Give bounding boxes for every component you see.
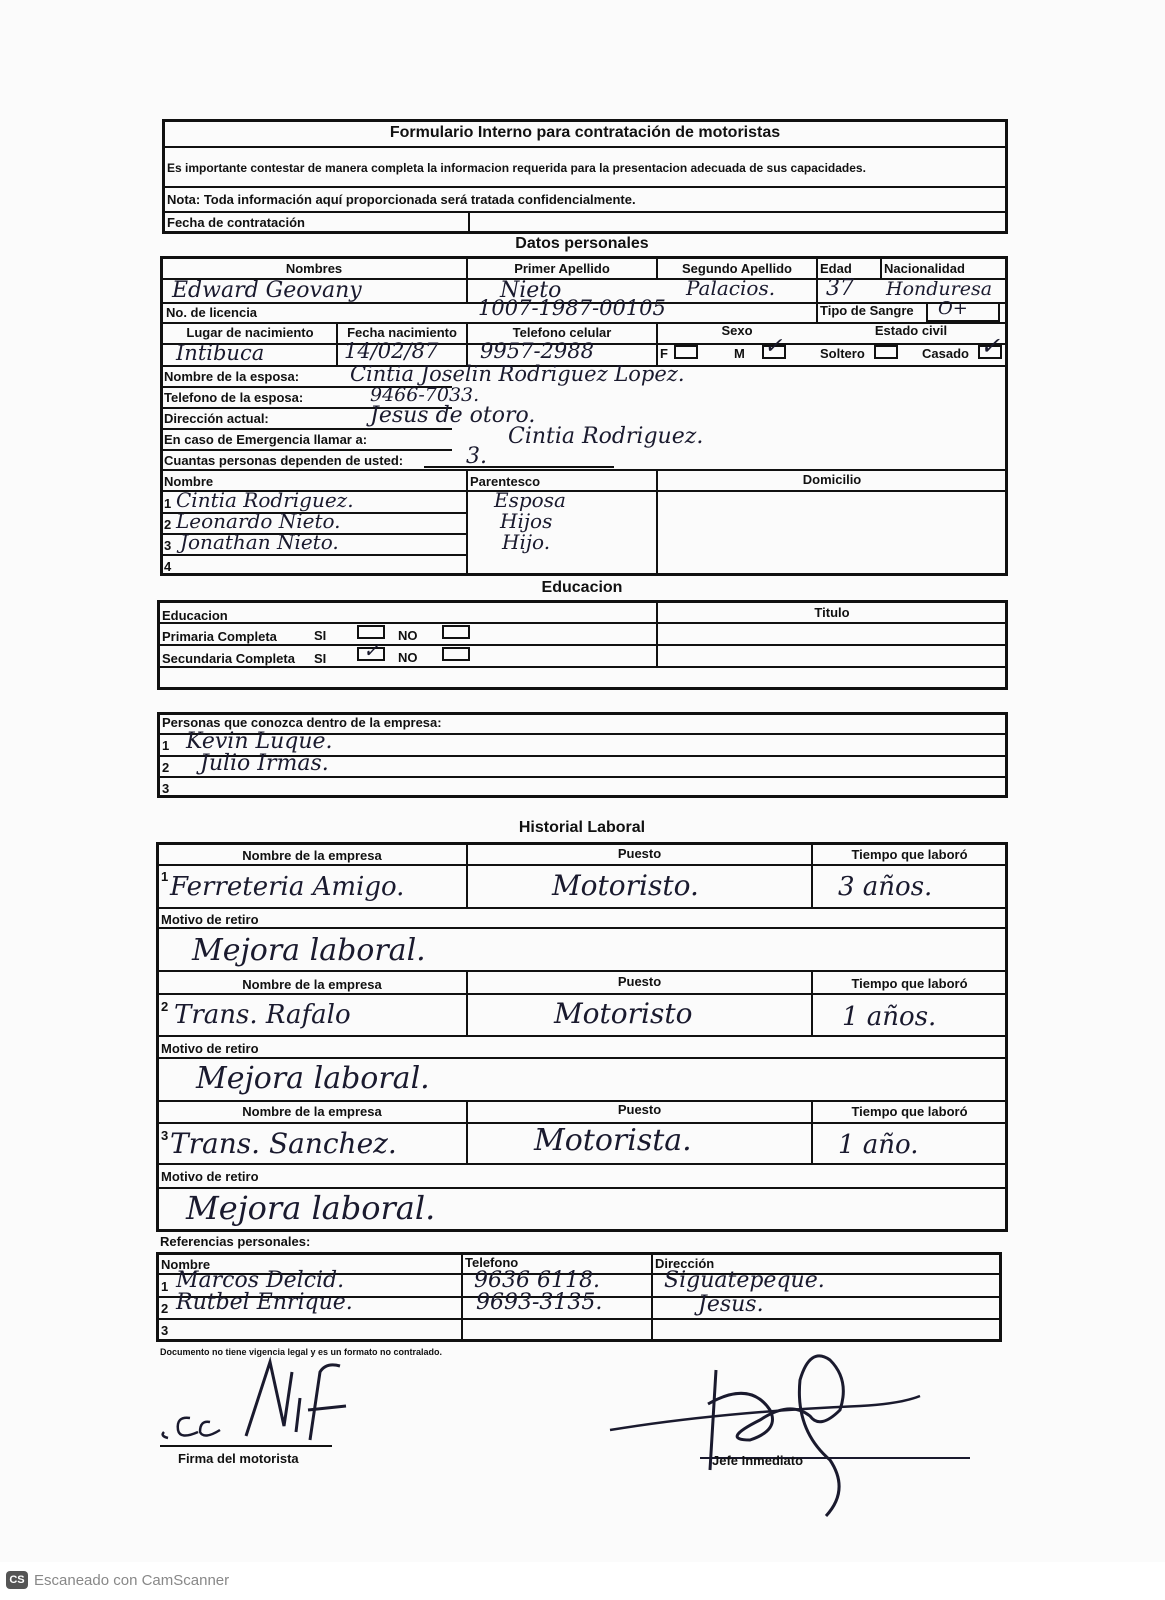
label-nacionalidad: Nacionalidad bbox=[884, 261, 965, 276]
label-tiempo: Tiempo que laboró bbox=[851, 976, 968, 991]
ref-number: 1 bbox=[161, 1279, 169, 1294]
label-secundaria-si: SI bbox=[314, 651, 327, 666]
label-secundaria-no: NO bbox=[398, 650, 418, 665]
label-sexo-f: F bbox=[660, 346, 668, 361]
camscanner-logo-icon: CS bbox=[6, 1571, 28, 1589]
ref-number: 2 bbox=[161, 1301, 169, 1316]
label-sexo: Sexo bbox=[721, 323, 753, 338]
label-emergencia: En caso de Emergencia llamar a: bbox=[164, 432, 368, 447]
label-ref-nombre: Nombre bbox=[161, 1257, 211, 1272]
job-tiempo: 1 año. bbox=[838, 1130, 919, 1160]
label-motivo: Motivo de retiro bbox=[161, 1169, 259, 1184]
check-mark-icon: ✓ bbox=[363, 638, 380, 662]
label-direccion-actual: Dirección actual: bbox=[164, 411, 269, 426]
job-empresa: Ferreteria Amigo. bbox=[170, 872, 405, 902]
disclaimer: Documento no tiene vigencia legal y es un formato no contralado. bbox=[160, 1347, 443, 1357]
label-primer-apellido: Primer Apellido bbox=[514, 261, 610, 276]
value-telefono-esposa: 9466-7033. bbox=[370, 384, 480, 406]
conocido-nombre: Kevin Luque. bbox=[186, 729, 333, 754]
value-tipo-sangre: O+ bbox=[938, 298, 968, 319]
job-motivo: Mejora laboral. bbox=[196, 1061, 430, 1096]
label-tiempo: Tiempo que laboró bbox=[851, 847, 968, 862]
conocido-number: 2 bbox=[162, 760, 170, 775]
label-firma-motorista: Firma del motorista bbox=[178, 1451, 299, 1466]
label-secundaria: Secundaria Completa bbox=[162, 651, 295, 666]
label-primaria-no: NO bbox=[398, 628, 418, 643]
label-puesto: Puesto bbox=[617, 846, 662, 861]
job-puesto: Motoristo bbox=[554, 997, 693, 1030]
label-puesto: Puesto bbox=[617, 1102, 662, 1117]
label-tipo-sangre: Tipo de Sangre bbox=[820, 303, 914, 318]
job-number: 2 bbox=[161, 999, 169, 1014]
value-dependientes-count: 3. bbox=[466, 444, 487, 469]
label-segundo-apellido: Segundo Apellido bbox=[681, 261, 792, 276]
education-section-title: Educacion bbox=[541, 579, 623, 596]
job-puesto: Motoristo. bbox=[552, 869, 699, 902]
label-fecha-nacimiento: Fecha nacimiento bbox=[347, 325, 457, 340]
personal-section-title: Datos personales bbox=[515, 235, 649, 252]
label-soltero: Soltero bbox=[820, 346, 865, 361]
job-tiempo: 1 años. bbox=[842, 1002, 937, 1032]
value-segundo-apellido: Palacios. bbox=[686, 276, 776, 300]
label-educacion: Educacion bbox=[162, 608, 228, 623]
ref-direccion: Jesus. bbox=[698, 1292, 764, 1317]
dep-row-parentesco: Esposa bbox=[494, 488, 566, 512]
label-motivo: Motivo de retiro bbox=[161, 1041, 259, 1056]
label-telefono-esposa: Telefono de la esposa: bbox=[164, 390, 304, 405]
label-lugar-nacimiento: Lugar de nacimiento bbox=[186, 325, 314, 340]
check-mark-icon: ✓ bbox=[764, 334, 783, 359]
label-dep-domicilio: Domicilio bbox=[802, 472, 862, 487]
dep-row-parentesco: Hijo. bbox=[502, 530, 551, 554]
watermark-text: Escaneado con CamScanner bbox=[34, 1572, 230, 1589]
value-primer-apellido: Nieto bbox=[500, 278, 562, 303]
label-primaria-si: SI bbox=[314, 628, 327, 643]
intro-text: Es importante contestar de manera completa la informacion requerida para la presentacion adecuada de sus capacidades. bbox=[167, 161, 866, 175]
dep-row-number: 4 bbox=[164, 559, 172, 574]
label-motivo: Motivo de retiro bbox=[161, 912, 259, 927]
label-conocidos: Personas que conozca dentro de la empresa: bbox=[162, 715, 442, 730]
ref-telefono: 9636 6118. bbox=[474, 1268, 600, 1293]
label-titulo: Titulo bbox=[814, 605, 850, 620]
checkbox-secundaria-no[interactable] bbox=[442, 647, 470, 661]
value-licencia: 1007-1987-00105 bbox=[478, 296, 666, 320]
ref-number: 3 bbox=[161, 1323, 169, 1338]
label-jefe-inmediato: Jefe Inmediato bbox=[712, 1453, 804, 1468]
ref-nombre: Marcos Delcid. bbox=[176, 1268, 345, 1293]
value-fecha-nacimiento: 14/02/87 bbox=[344, 339, 439, 363]
dep-row-number: 1 bbox=[164, 496, 172, 511]
hire-date-label: Fecha de contratación bbox=[167, 215, 305, 230]
conocido-number: 1 bbox=[162, 738, 170, 753]
value-emergencia: Cintia Rodriguez. bbox=[508, 424, 704, 449]
job-tiempo: 3 años. bbox=[838, 872, 933, 902]
dep-row-number: 3 bbox=[164, 538, 172, 553]
label-nombres: Nombres bbox=[285, 261, 343, 276]
dep-row-nombre: Leonardo Nieto. bbox=[176, 509, 341, 533]
label-dep-nombre: Nombre bbox=[164, 474, 214, 489]
value-lugar-nacimiento: Intibuca bbox=[176, 341, 265, 365]
job-number: 3 bbox=[161, 1128, 169, 1143]
label-tiempo: Tiempo que laboró bbox=[851, 1104, 968, 1119]
value-telefono-celular: 9957-2988 bbox=[480, 339, 594, 363]
label-licencia: No. de licencia bbox=[166, 305, 258, 320]
checkbox-primaria-no[interactable] bbox=[442, 625, 470, 639]
job-motivo: Mejora laboral. bbox=[192, 933, 426, 968]
dep-row-parentesco: Hijos bbox=[500, 509, 553, 533]
job-number: 1 bbox=[161, 869, 169, 884]
dep-row-nombre: Cintia Rodriguez. bbox=[176, 488, 354, 512]
check-mark-icon: ✓ bbox=[980, 332, 1001, 360]
ref-direccion: Siguatepeque. bbox=[664, 1268, 825, 1293]
value-nombres: Edward Geovany bbox=[172, 278, 362, 303]
motorist-signature bbox=[150, 1352, 370, 1452]
label-dep-parentesco: Parentesco bbox=[470, 474, 541, 489]
conocido-nombre: Julio Irmas. bbox=[200, 751, 329, 776]
label-edad: Edad bbox=[820, 261, 852, 276]
checkbox-primaria-si[interactable] bbox=[357, 625, 385, 639]
work-history-title: Historial Laboral bbox=[518, 819, 646, 836]
job-motivo: Mejora laboral. bbox=[186, 1189, 436, 1227]
form-title: Formulario Interno para contratación de motoristas bbox=[389, 124, 781, 141]
conocido-number: 3 bbox=[162, 781, 170, 796]
job-puesto: Motorista. bbox=[534, 1123, 692, 1158]
dep-row-nombre: Jonathan Nieto. bbox=[180, 530, 339, 554]
label-telefono-celular: Telefono celular bbox=[512, 325, 612, 340]
ref-nombre: Rutbel Enrique. bbox=[176, 1290, 353, 1315]
label-casado: Casado bbox=[922, 346, 969, 361]
label-ref-direccion: Dirección bbox=[655, 1256, 715, 1271]
label-empresa: Nombre de la empresa bbox=[242, 977, 382, 992]
label-puesto: Puesto bbox=[617, 974, 662, 989]
value-nombre-esposa: Cintia Joselin Rodriguez Lopez. bbox=[350, 362, 685, 386]
label-ref-telefono: Telefono bbox=[465, 1255, 519, 1270]
checkbox-sexo-f[interactable] bbox=[674, 345, 698, 359]
label-referencias: Referencias personales: bbox=[160, 1234, 311, 1249]
label-empresa: Nombre de la empresa bbox=[242, 848, 382, 863]
value-nacionalidad: Honduresa bbox=[886, 278, 993, 300]
label-nombre-esposa: Nombre de la esposa: bbox=[164, 369, 300, 384]
job-empresa: Trans. Sanchez. bbox=[170, 1127, 397, 1160]
value-edad: 37 bbox=[826, 276, 854, 301]
job-empresa: Trans. Rafalo bbox=[174, 1000, 351, 1030]
label-primaria: Primaria Completa bbox=[162, 629, 277, 644]
label-estado-civil: Estado civil bbox=[874, 323, 948, 338]
scanner-footer bbox=[0, 1562, 1165, 1600]
dep-row-number: 2 bbox=[164, 517, 172, 532]
ref-telefono: 9693-3135. bbox=[476, 1290, 603, 1315]
value-direccion-actual: Jesus de otoro. bbox=[370, 403, 536, 428]
supervisor-signature bbox=[600, 1340, 980, 1520]
label-sexo-m: M bbox=[734, 346, 745, 361]
label-empresa: Nombre de la empresa bbox=[242, 1104, 382, 1119]
confidential-note: Nota: Toda información aquí proporcionada será tratada confidencialmente. bbox=[167, 192, 636, 207]
checkbox-soltero[interactable] bbox=[874, 345, 898, 359]
label-dependientes-count: Cuantas personas dependen de usted: bbox=[164, 453, 404, 468]
